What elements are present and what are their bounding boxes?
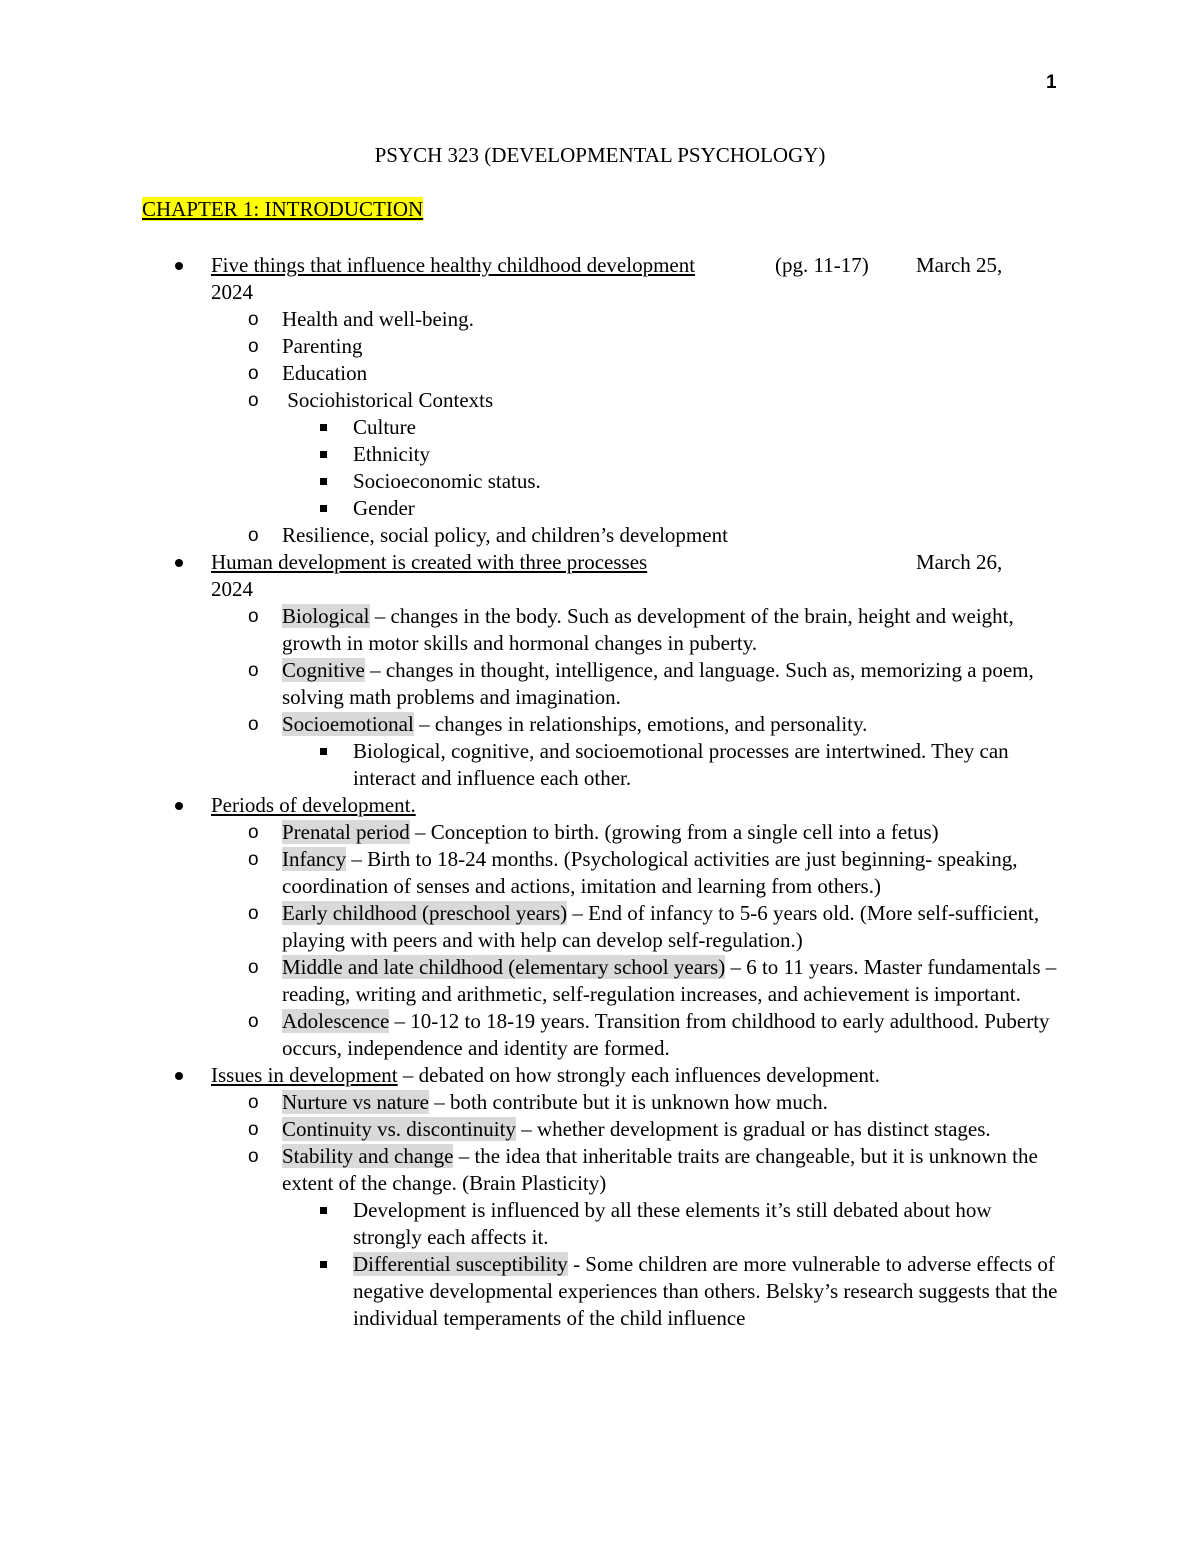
term: Cognitive (282, 658, 365, 682)
bullet-influences (211, 252, 1031, 306)
chapter-heading (142, 196, 423, 222)
bullet-periods (211, 792, 1031, 819)
term: Socioemotional (282, 712, 414, 736)
sub-list-item: Gender (353, 495, 1065, 522)
influences-year: 2024 (211, 280, 253, 304)
document-title: PSYCH 323 (DEVELOPMENTAL PSYCHOLOGY) (374, 143, 826, 167)
term: Prenatal period (282, 820, 410, 844)
list-item (282, 1116, 1062, 1143)
sub-list-item: Development is influenced by all these elements it’s still debated about how strongly each affects it. (353, 1197, 1065, 1251)
definition: – 10-12 to 18-19 years. Transition from childhood to early adulthood. Puberty occurs, independence and identity are formed. (282, 1009, 1050, 1060)
list-item: o Resilience, social policy, and children’s development (282, 522, 1062, 549)
sub-list-item: Socioeconomic status. (353, 468, 1065, 495)
term: Early childhood (preschool years) (282, 901, 568, 925)
list-item: o Health and well-being. (282, 306, 1062, 333)
list-item (282, 1089, 1062, 1116)
issues-heading: Issues in development (211, 1063, 398, 1087)
term: Infancy (282, 847, 347, 871)
sub-list-item: Culture (353, 414, 1065, 441)
issues-heading-text: – debated on how strongly each influences development. (397, 1063, 880, 1087)
list-item: o Parenting (282, 333, 1062, 360)
list-item (282, 900, 1062, 954)
definition: – End of infancy to 5-6 years old. (More self-sufficient, playing with peers and with help can develop self-regulation.) (282, 901, 1040, 952)
list-item (282, 846, 1062, 900)
processes-year: 2024 (211, 577, 253, 601)
sub-list-item: Ethnicity (353, 441, 1065, 468)
processes-heading: Human development is created with three processes (211, 550, 648, 574)
term: Middle and late childhood (elementary school years) (282, 955, 726, 979)
definition: – changes in thought, intelligence, and language. Such as, memorizing a poem, solving math problems and imagination. (282, 658, 1034, 709)
list-item: o Sociohistorical Contexts (282, 387, 1062, 414)
term: Nurture vs nature (282, 1090, 429, 1114)
list-item (282, 954, 1062, 1008)
definition: - Some children are more vulnerable to adverse effects of negative developmental experiences than others. Belsky’s research suggests that the individual temperaments of the child influence (353, 1252, 1058, 1330)
periods-heading: Periods of development. (211, 793, 416, 817)
definition: – whether development is gradual or has distinct stages. (515, 1117, 991, 1141)
bullet-issues (211, 1062, 1031, 1089)
page-number: 1 (1046, 72, 1057, 93)
list-item: o Education (282, 360, 1062, 387)
list-item (282, 711, 1062, 738)
influences-pages: (pg. 11-17) (775, 253, 869, 277)
sub-list-item (353, 1251, 1065, 1332)
definition: – 6 to 11 years. Master fundamentals – reading, writing and arithmetic, self-regulation increases, and achievement is important. (282, 955, 1057, 1006)
term: Biological (282, 604, 370, 628)
term: Differential susceptibility (353, 1252, 568, 1276)
influences-heading: Five things that influence healthy childhood development (211, 253, 696, 277)
list-item (282, 1143, 1062, 1197)
sub-list-item: Biological, cognitive, and socioemotional processes are intertwined. They can interact and influence each other. (353, 738, 1065, 792)
bullet-processes (211, 549, 1031, 603)
definition: – changes in relationships, emotions, and personality. (413, 712, 868, 736)
term: Adolescence (282, 1009, 390, 1033)
definition: – the idea that inheritable traits are changeable, but it is unknown the extent of the change. (Brain Plasticity) (282, 1144, 1038, 1195)
list-item (282, 1008, 1062, 1062)
term: Continuity vs. discontinuity (282, 1117, 516, 1141)
list-item (282, 819, 1062, 846)
definition: – Birth to 18-24 months. (Psychological activities are just beginning- speaking, coordination of senses and actions, imitation and learning from others.) (282, 847, 1018, 898)
list-item (282, 603, 1062, 657)
processes-date: March 26, (916, 550, 1003, 574)
influences-date: March 25, (916, 253, 1003, 277)
chapter-heading-text: CHAPTER 1: INTRODUCTION (142, 197, 424, 221)
definition: – Conception to birth. (growing from a single cell into a fetus) (409, 820, 939, 844)
list-item (282, 657, 1062, 711)
notes-body (0, 252, 1200, 1332)
definition: – both contribute but it is unknown how much. (428, 1090, 828, 1114)
term: Stability and change (282, 1144, 454, 1168)
definition: – changes in the body. Such as development of the brain, height and weight, growth in motor skills and hormonal changes in puberty. (282, 604, 1014, 655)
